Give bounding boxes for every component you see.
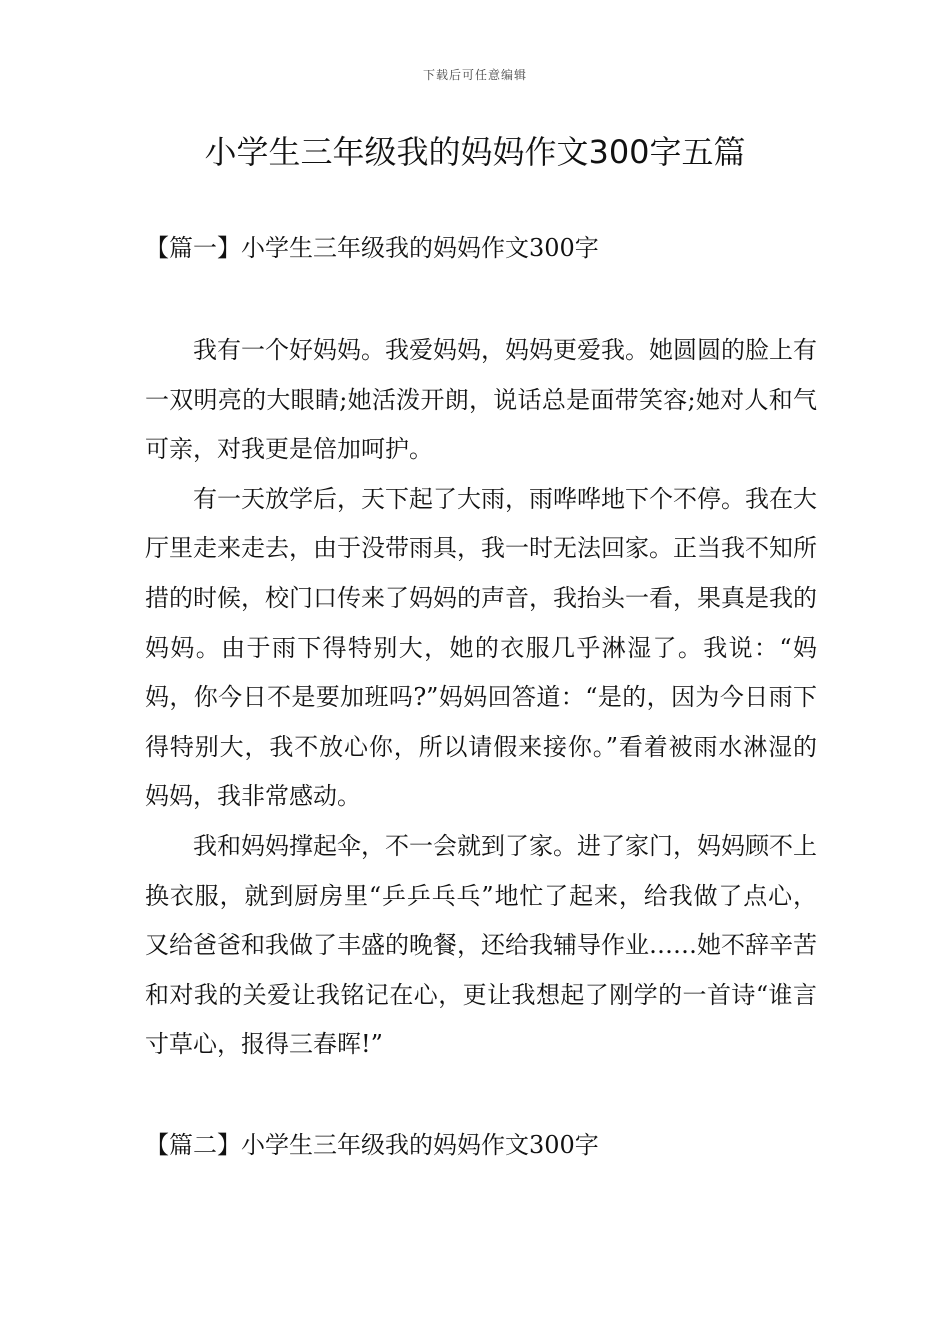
paragraph: 我有一个好妈妈。我爱妈妈，妈妈更爱我。她圆圆的脸上有一双明亮的大眼睛;她活泼开朗，说话总是面带笑容;她对人和气可亲，对我更是倍加呵护。 bbox=[145, 336, 817, 464]
paragraph: 有一天放学后，天下起了大雨，雨哗哗地下个不停。我在大厅里走来走去，由于没带雨具，我一时无法回家。正当我不知所措的时候，校门口传来了妈妈的声音，我抬头一看，果真是我的妈妈。由于雨下得特别大，她的衣服几乎淋湿了。我说：“妈妈，你今日不是要加班吗?”妈妈回答道：“是的，因为今日雨下得特别大，我不放心你，所以请假来接你。”看着被雨水淋湿的妈妈，我非常感动。 bbox=[145, 484, 817, 811]
paragraph: 我和妈妈撑起伞，不一会就到了家。进了家门，妈妈顾不上换衣服，就到厨房里“乒乒乓乓”地忙了起来，给我做了点心，又给爸爸和我做了丰盛的晚餐，还给我辅导作业……她不辞辛苦和对我的关爱让我铭记在心，更让我想起了刚学的一首诗“谁言寸草心，报得三春晖!” bbox=[145, 831, 817, 1059]
section-heading-1: 【篇一】小学生三年级我的妈妈作文300字 bbox=[145, 234, 599, 262]
header-note: 下载后可任意编辑 bbox=[422, 68, 527, 82]
document-title: 小学生三年级我的妈妈作文300字五篇 bbox=[204, 133, 746, 171]
section-heading-2: 【篇二】小学生三年级我的妈妈作文300字 bbox=[145, 1131, 599, 1159]
essay-1-body bbox=[145, 326, 817, 1070]
